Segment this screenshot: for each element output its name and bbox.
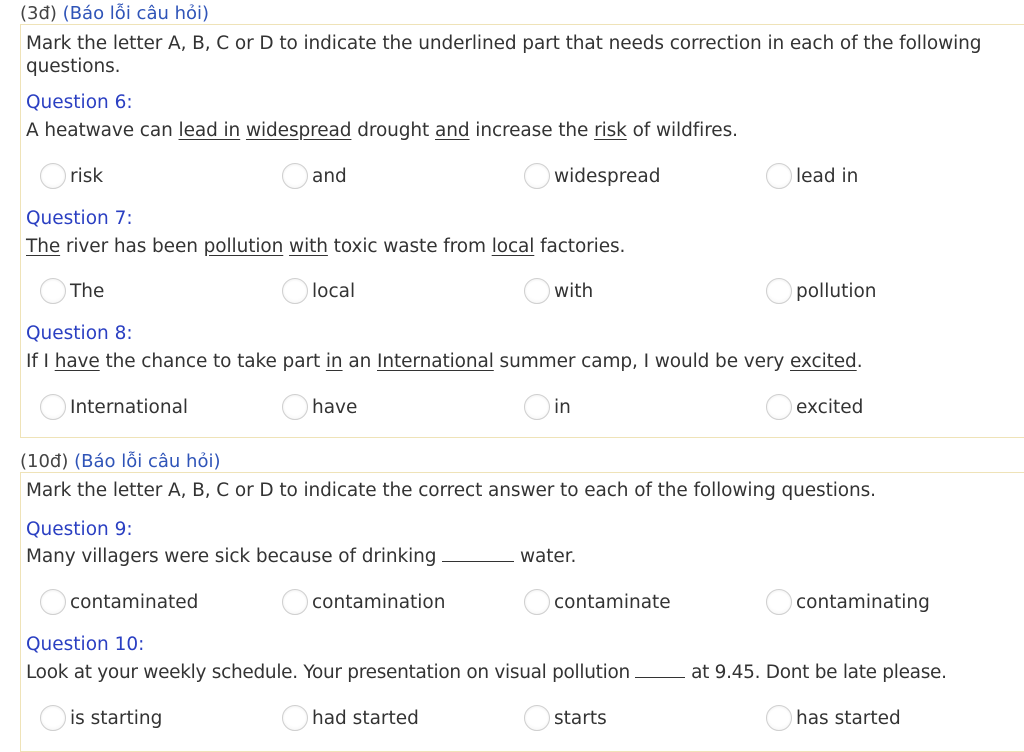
radio-button[interactable] (524, 394, 550, 420)
section-1-box (20, 24, 1024, 438)
q7-option-d[interactable]: pollution (766, 278, 877, 304)
section-2-points: (10đ) (20, 451, 69, 472)
radio-button[interactable] (40, 278, 66, 304)
section-1-instruction: Mark the letter A, B, C or D to indicate the underlined part that needs correction in each of the following questions. (26, 33, 982, 77)
q6-option-b[interactable]: and (282, 163, 347, 189)
q9-option-b[interactable]: contamination (282, 589, 445, 615)
section-1-points: (3đ) (20, 3, 57, 24)
question-7-label: Question 7: (26, 208, 133, 229)
radio-button[interactable] (766, 278, 792, 304)
radio-button[interactable] (40, 705, 66, 731)
q8-option-d[interactable]: excited (766, 394, 863, 420)
q10-option-b[interactable]: had started (282, 705, 419, 731)
question-6-sentence: A heatwave can lead in widespread drought and increase the risk of wildfires. (26, 120, 738, 141)
section-2-header (20, 451, 220, 472)
answer-blank (635, 677, 685, 678)
report-question-link[interactable]: (Báo lỗi câu hỏi) (74, 451, 221, 472)
q6-option-c[interactable]: widespread (524, 163, 660, 189)
q8-option-a[interactable]: International (40, 394, 188, 420)
radio-button[interactable] (40, 394, 66, 420)
question-6-label: Question 6: (26, 92, 133, 113)
radio-button[interactable] (282, 163, 308, 189)
q7-option-b[interactable]: local (282, 278, 355, 304)
q6-option-a[interactable]: risk (40, 163, 103, 189)
q8-option-b[interactable]: have (282, 394, 357, 420)
section-2-instruction: Mark the letter A, B, C or D to indicate the correct answer to each of the following questions. (26, 480, 876, 501)
q7-option-c[interactable]: with (524, 278, 593, 304)
radio-button[interactable] (524, 278, 550, 304)
question-7-sentence: The river has been pollution with toxic waste from local factories. (26, 236, 626, 257)
radio-button[interactable] (524, 589, 550, 615)
radio-button[interactable] (282, 589, 308, 615)
radio-button[interactable] (766, 589, 792, 615)
radio-button[interactable] (766, 705, 792, 731)
radio-button[interactable] (766, 394, 792, 420)
q9-option-d[interactable]: contaminating (766, 589, 930, 615)
question-8-label: Question 8: (26, 323, 133, 344)
radio-button[interactable] (282, 278, 308, 304)
q10-option-c[interactable]: starts (524, 705, 607, 731)
radio-button[interactable] (766, 163, 792, 189)
q9-option-a[interactable]: contaminated (40, 589, 198, 615)
question-9-label: Question 9: (26, 519, 133, 540)
section-1-header (20, 3, 209, 24)
q10-option-a[interactable]: is starting (40, 705, 162, 731)
question-8-sentence: If I have the chance to take part in an International summer camp, I would be very excited. (26, 351, 863, 372)
radio-button[interactable] (40, 163, 66, 189)
question-9-sentence: Many villagers were sick because of drinking water. (26, 546, 577, 567)
radio-button[interactable] (524, 163, 550, 189)
report-question-link[interactable]: (Báo lỗi câu hỏi) (62, 3, 210, 24)
q8-option-c[interactable]: in (524, 394, 571, 420)
radio-button[interactable] (40, 589, 66, 615)
radio-button[interactable] (282, 705, 308, 731)
answer-blank (442, 561, 514, 562)
q9-option-c[interactable]: contaminate (524, 589, 671, 615)
q10-option-d[interactable]: has started (766, 705, 901, 731)
q7-option-a[interactable]: The (40, 278, 104, 304)
question-10-sentence: Look at your weekly schedule. Your presentation on visual pollution at 9.45. Dont be late please. (26, 662, 947, 683)
radio-button[interactable] (524, 705, 550, 731)
q6-option-d[interactable]: lead in (766, 163, 858, 189)
question-10-label: Question 10: (26, 634, 145, 655)
radio-button[interactable] (282, 394, 308, 420)
